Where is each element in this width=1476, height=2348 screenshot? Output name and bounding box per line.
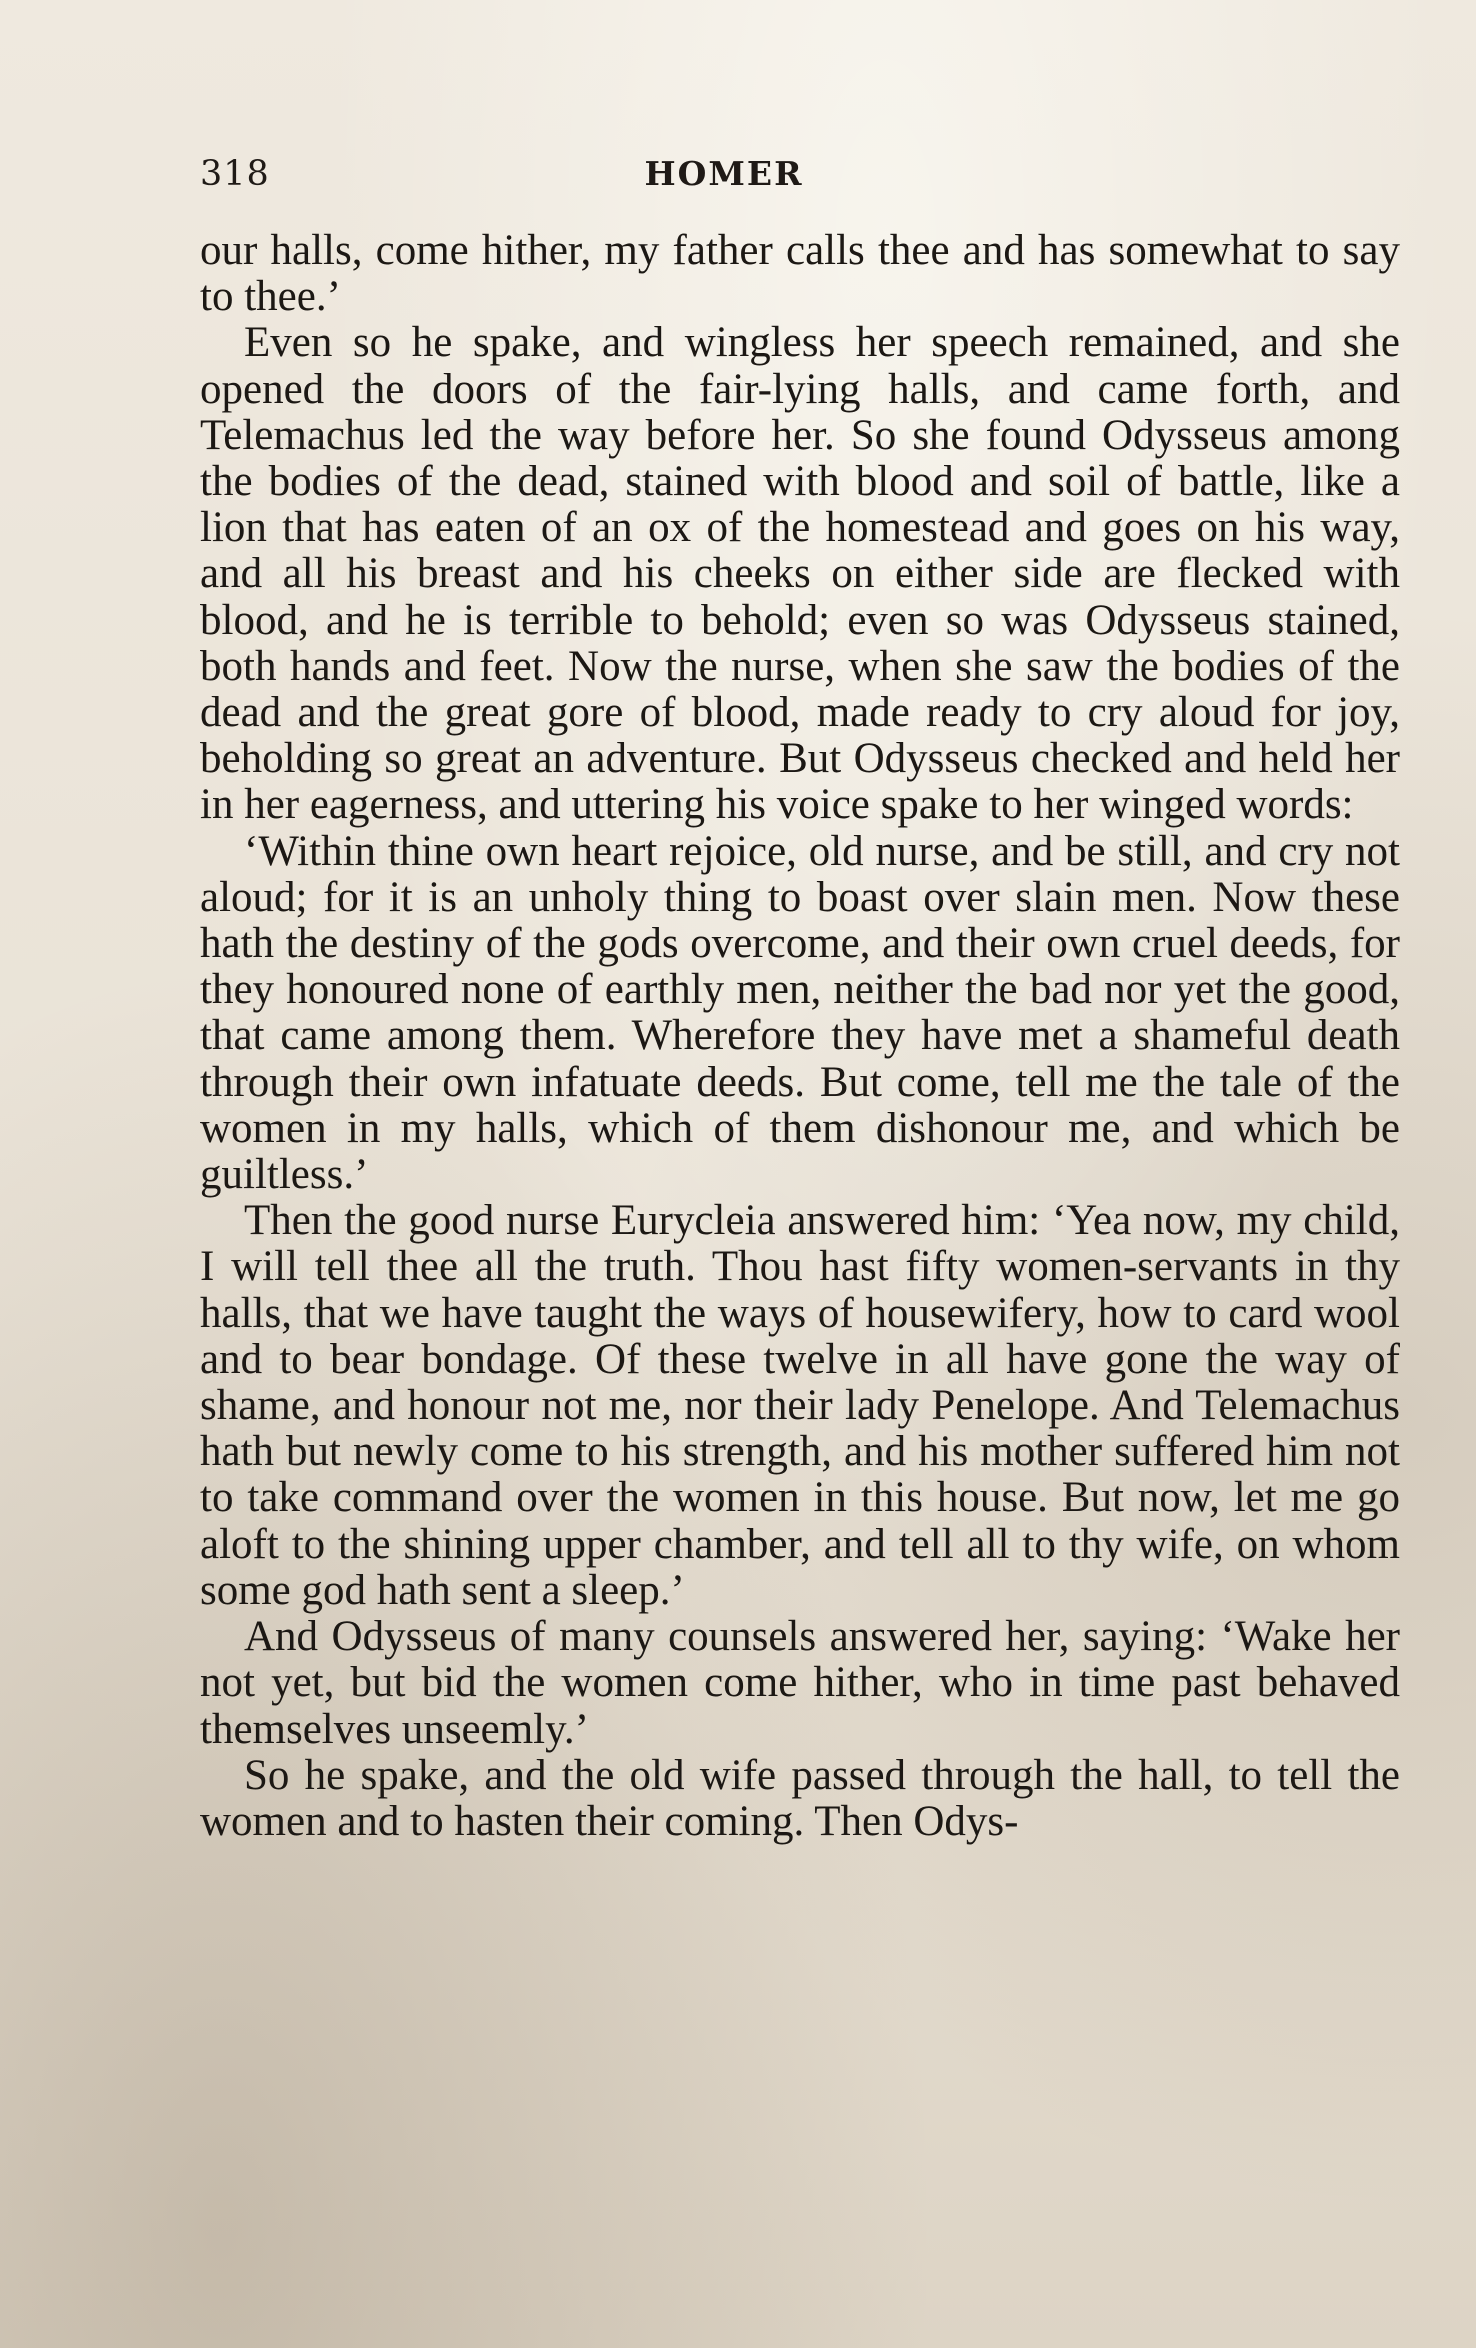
paragraph: So he spake, and the old wife passed through the hall, to tell the women and to hasten their coming. Then Odys- [200, 1751, 1400, 1845]
page-number: 318 [200, 154, 270, 194]
paragraph: ‘Within thine own heart rejoice, old nurse, and be still, and cry not aloud; for it is an unholy thing to boast over slain men. Now these hath the destiny of the gods overcome, and their own cruel deeds, for they honoured none of earthly men, neither the bad nor yet the good, that came among them. Wherefore they have met a shameful death through their own infatuate deeds. But come, tell me the tale of the women in my halls, which of them dishonour me, and which be guiltless.’ [200, 827, 1400, 1199]
paragraph: our halls, come hither, my father calls thee and has somewhat to say to thee.’ [200, 227, 1400, 321]
paragraph: Even so he spake, and wingless her speech remained, and she opened the doors of the fair-lying halls, and came forth, and Telemachus led the way before her. So she found Odysseus among the bodies of the dead, stained with blood and soil of battle, like a lion that has eaten of an ox of the homestead and goes on his way, and all his breast and his cheeks on either side are flecked with blood, and he is terrible to behold; even so was Odysseus stained, both hands and feet. Now the nurse, when she saw the bodies of the dead and the great gore of blood, made ready to cry aloud for joy, beholding so great an adventure. But Odysseus checked and held her in her eagerness, and uttering his voice spake to her winged words: [200, 319, 1400, 829]
paragraph: Then the good nurse Eurycleia answered him: ‘Yea now, my child, I will tell thee all the truth. Thou hast fifty women-servants in thy halls, that we have taught the ways of housewifery, how to card wool and to bear bondage. Of these twelve in all have gone the way of shame, and honour not me, nor their lady Penelope. And Telemachus hath but newly come to his strength, and his mother suffered him not to take command over the women in this house. But now, let me go aloft to the shining upper chamber, and tell all to thy wife, on whom some god hath sent a sleep.’ [200, 1197, 1400, 1614]
paragraph: And Odysseus of many counsels answered her, saying: ‘Wake her not yet, but bid the women come hither, who in time past behaved themselves unseemly.’ [200, 1613, 1400, 1753]
text-body [200, 228, 1400, 1845]
running-title: HOMER [644, 154, 804, 193]
page-header [200, 154, 1400, 198]
